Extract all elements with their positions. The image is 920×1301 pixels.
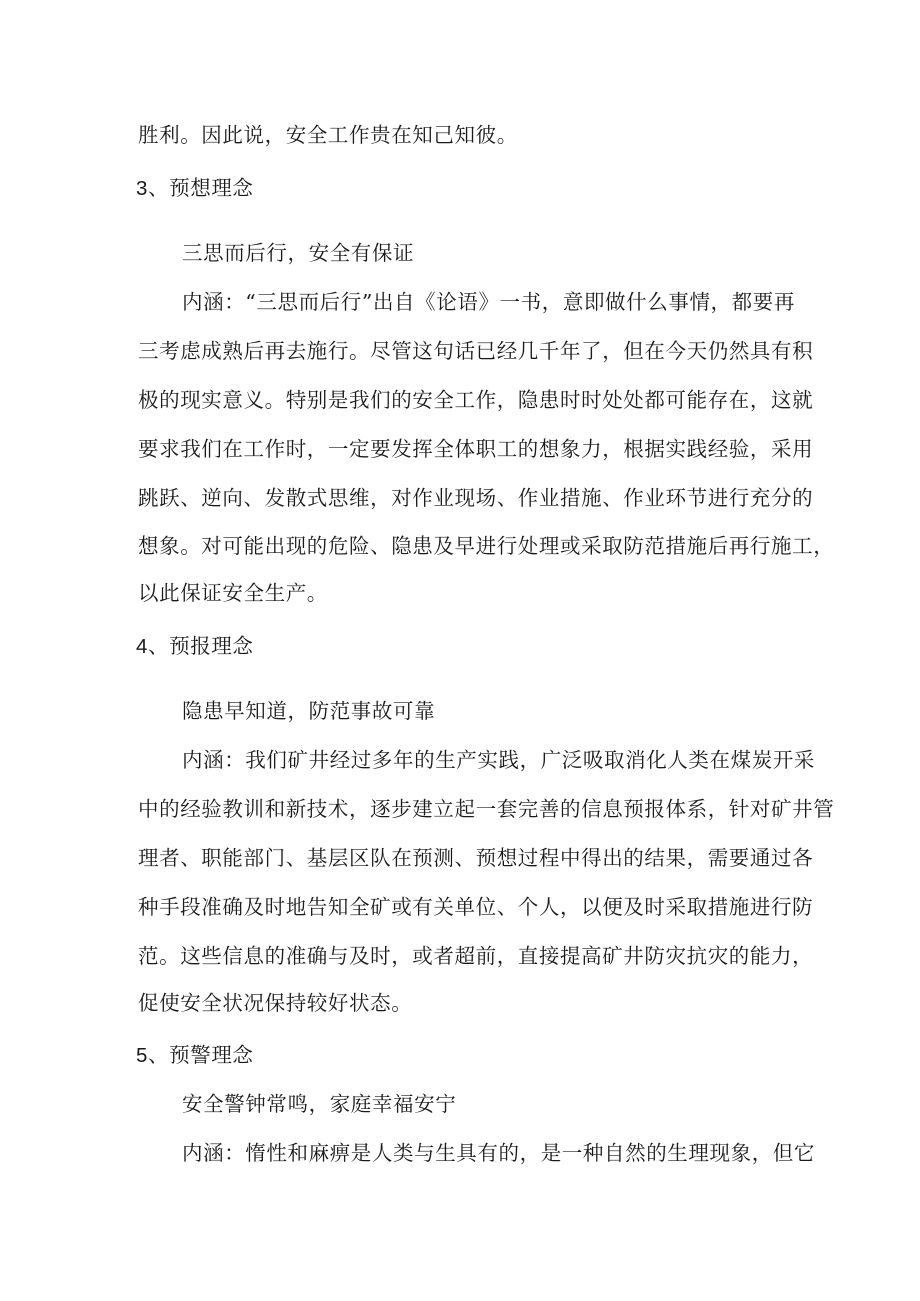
content-line: 跳跃、逆向、发散式思维，对作业现场、作业措施、作业环节进行充分的 bbox=[138, 486, 814, 510]
section-title: 预报理念 bbox=[169, 634, 254, 658]
section-slogan-4: 隐患早知道，防范事故可靠 bbox=[182, 699, 436, 723]
section-number: 3 bbox=[136, 177, 149, 200]
section-slogan-3: 三思而后行，安全有保证 bbox=[182, 241, 415, 265]
section-number: 5 bbox=[136, 1044, 149, 1067]
section-title: 预警理念 bbox=[169, 1043, 254, 1067]
section-separator: 、 bbox=[148, 176, 170, 200]
content-line: 三考虑成熟后再去施行。尽管这句话已经几千年了，但在今天仍然具有积 bbox=[138, 339, 814, 363]
section-slogan-5: 安全警钟常鸣，家庭幸福安宁 bbox=[182, 1092, 457, 1116]
content-line: 理者、职能部门、基层区队在预测、预想过程中得出的结果，需要通过各 bbox=[138, 846, 814, 870]
section-title: 预想理念 bbox=[169, 176, 254, 200]
section-separator: 、 bbox=[148, 1043, 170, 1067]
section-number: 4 bbox=[136, 635, 149, 658]
content-line: 以此保证安全生产。 bbox=[138, 581, 328, 605]
content-line: 内涵：“三思而后行”出自《论语》一书，意即做什么事情，都要再 bbox=[182, 290, 795, 314]
paragraph-continuation: 胜利。因此说，安全工作贵在知己知彼。 bbox=[138, 123, 518, 147]
content-line: 种手段准确及时地告知全矿或有关单位、个人，以便及时采取措施进行防 bbox=[138, 895, 814, 919]
content-line: 内涵：我们矿井经过多年的生产实践，广泛吸取消化人类在煤炭开采 bbox=[182, 748, 815, 772]
content-line: 想象。对可能出现的危险、隐患及早进行处理或采取防范措施后再行施工， bbox=[138, 534, 835, 558]
section-separator: 、 bbox=[148, 634, 170, 658]
content-line: 中的经验教训和新技术，逐步建立起一套完善的信息预报体系，针对矿井管 bbox=[138, 797, 835, 821]
content-line: 促使安全状况保持较好状态。 bbox=[138, 991, 413, 1015]
content-line: 内涵：惰性和麻痹是人类与生具有的，是一种自然的生理现象，但它 bbox=[182, 1141, 815, 1165]
content-line: 要求我们在工作时，一定要发挥全体职工的想象力，根据实践经验，采用 bbox=[138, 437, 814, 461]
content-line: 极的现实意义。特别是我们的安全工作，隐患时时处处都可能存在，这就 bbox=[138, 388, 814, 412]
section-heading-4 bbox=[136, 632, 254, 661]
section-heading-5 bbox=[136, 1041, 254, 1070]
content-line: 范。这些信息的准确与及时，或者超前，直接提高矿井防灾抗灾的能力， bbox=[138, 944, 814, 968]
section-heading-3 bbox=[136, 174, 254, 203]
